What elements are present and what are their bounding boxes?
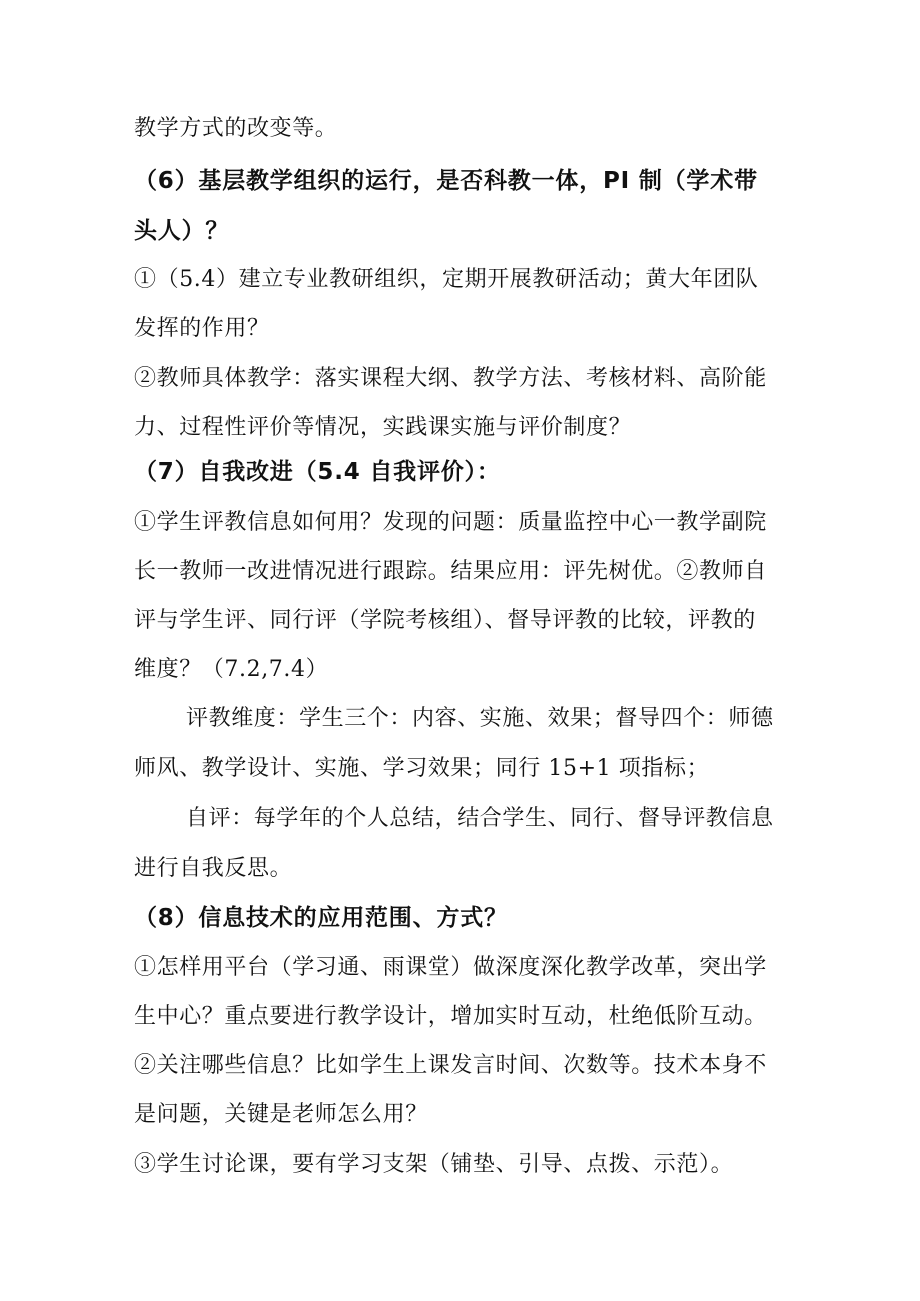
paragraph-line-indented: 评教维度：学生三个：内容、实施、效果；督导四个：师德 bbox=[186, 706, 774, 731]
paragraph-line: 长一教师一改进情况进行跟踪。结果应用：评先树优。②教师自 bbox=[134, 559, 767, 584]
section-heading-7: （7）自我改进（5.4 自我评价）： bbox=[134, 459, 501, 485]
section-heading-6-cont: 头人）？ bbox=[134, 218, 230, 244]
paragraph-line: 力、过程性评价等情况，实践课实施与评价制度？ bbox=[134, 415, 632, 440]
paragraph-line: 教学方式的改变等。 bbox=[134, 116, 338, 141]
paragraph-line-indented: 自评：每学年的个人总结，结合学生、同行、督导评教信息 bbox=[186, 806, 774, 831]
paragraph-line: 师风、教学设计、实施、学习效果；同行 15+1 项指标； bbox=[134, 756, 710, 781]
section-heading-6: （6）基层教学组织的运行，是否科教一体，PI 制（学术带 bbox=[134, 168, 758, 194]
paragraph-line: 发挥的作用？ bbox=[134, 316, 270, 341]
paragraph-line: ②关注哪些信息？比如学生上课发言时间、次数等。技术本身不 bbox=[134, 1053, 767, 1078]
paragraph-line: 进行自我反思。 bbox=[134, 856, 293, 881]
paragraph-line: ③学生讨论课，要有学习支架（铺垫、引导、点拨、示范）。 bbox=[134, 1152, 734, 1177]
paragraph-line: ②教师具体教学：落实课程大纲、教学方法、考核材料、高阶能 bbox=[134, 366, 767, 391]
paragraph-line: 评与学生评、同行评（学院考核组）、督导评教的比较，评教的 bbox=[134, 608, 756, 633]
paragraph-line: 是问题，关键是老师怎么用？ bbox=[134, 1102, 428, 1127]
paragraph-line: ①怎样用平台（学习通、雨课堂）做深度深化教学改革，突出学 bbox=[134, 955, 767, 980]
paragraph-line: 维度？（7.2,7.4） bbox=[134, 657, 329, 682]
paragraph-line: 生中心？重点要进行教学设计，增加实时互动，杜绝低阶互动。 bbox=[134, 1004, 767, 1029]
paragraph-line: ①（5.4）建立专业教研组织，定期开展教研活动；黄大年团队 bbox=[134, 267, 759, 292]
paragraph-line: ①学生评教信息如何用？发现的问题：质量监控中心一教学副院 bbox=[134, 510, 767, 535]
section-heading-8: （8）信息技术的应用范围、方式？ bbox=[134, 905, 508, 931]
